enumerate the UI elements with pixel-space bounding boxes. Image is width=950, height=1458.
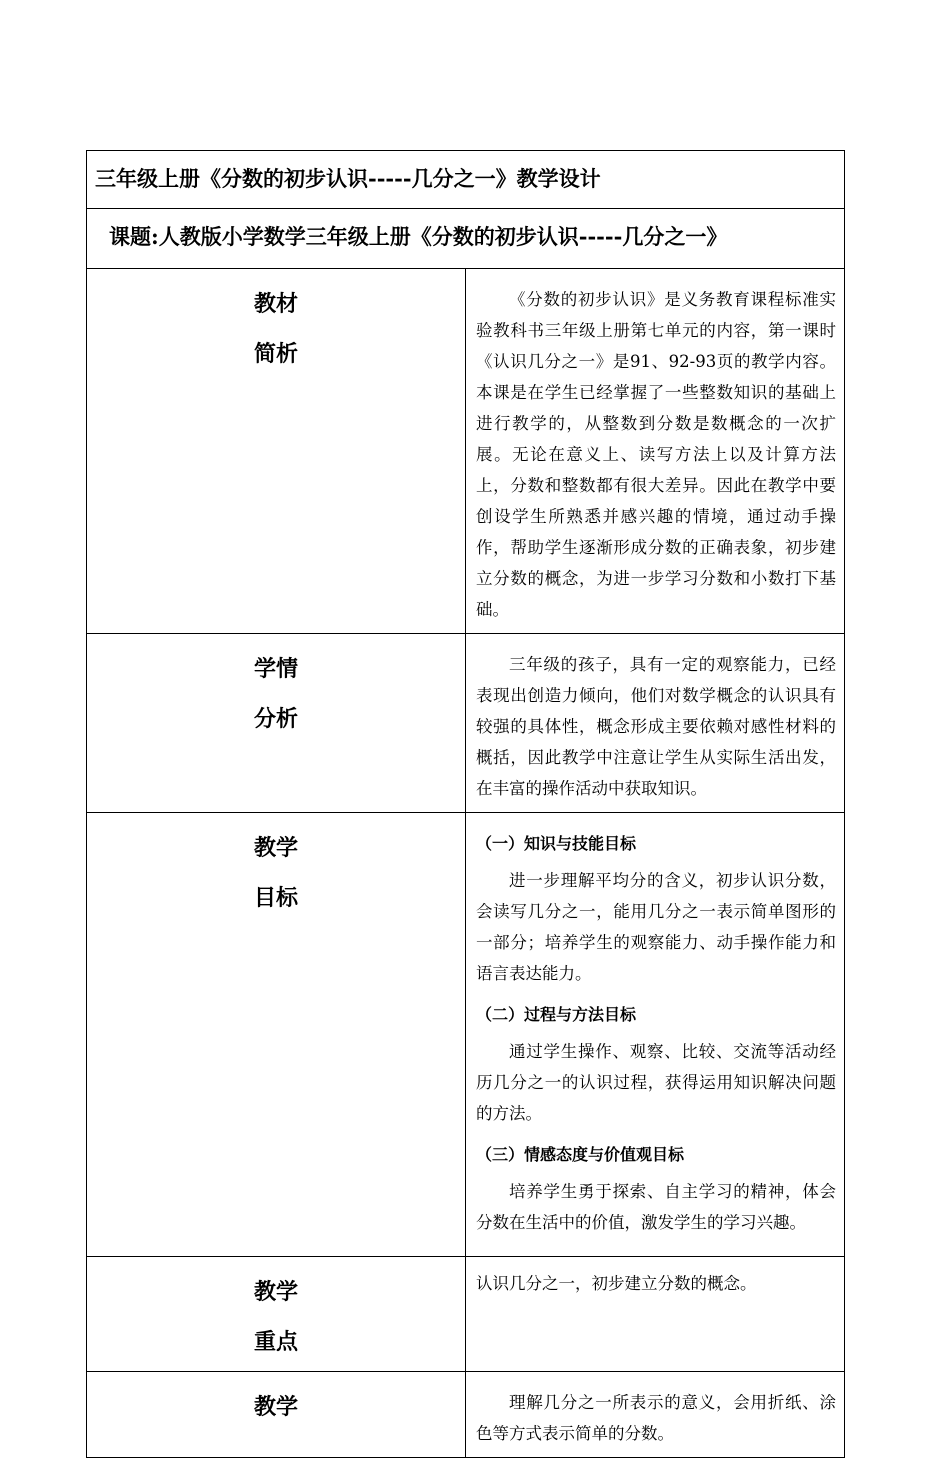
lesson-plan-table: [86, 150, 845, 1458]
document-title: 三年级上册《分数的初步认识-----几分之一》教学设计: [87, 151, 845, 209]
label-line: 目标: [253, 885, 298, 911]
section-label-teaching-objectives: [87, 813, 466, 1257]
section-content-student-analysis: [466, 634, 845, 813]
objective-text: 进一步理解平均分的含义，初步认识分数，会读写几分之一，能用几分之一表示简单图形的一部分；培养学生的观察能力、动手操作能力和语言表达能力。: [476, 871, 836, 983]
section-content-textbook-analysis: [466, 269, 845, 634]
section-label-student-analysis: [87, 634, 466, 813]
section-label-teaching-focus: [87, 1257, 466, 1372]
objective-heading: （一）知识与技能目标: [476, 834, 637, 853]
paragraph: 《分数的初步认识》是义务教育课程标准实验教科书三年级上册第七单元的内容，第一课时《认识几分之一》是91、92-93页的教学内容。本课是在学生已经掌握了一些整数知识的基础上进行教学的，从整数到分数是数概念的一次扩展。无论在意义上、读写方法上以及计算方法上，分数和整数都有很大差异。因此在教学中要创设学生所熟悉并感兴趣的情境，通过动手操作，帮助学生逐渐形成分数的正确表象，初步建立分数的概念，为进一步学习分数和小数打下基础。: [476, 290, 836, 619]
objective-heading: （二）过程与方法目标: [476, 1005, 637, 1024]
section-content-teaching-focus: [466, 1257, 845, 1372]
paragraph: 认识几分之一，初步建立分数的概念。: [476, 1274, 757, 1293]
paragraph: 三年级的孩子，具有一定的观察能力，已经表现出创造力倾向，他们对数学概念的认识具有较强的具体性，概念形成主要依赖对感性材料的概括，因此教学中注意让学生从实际生活出发，在丰富的操作活动中获取知识。: [476, 655, 836, 798]
paragraph: 理解几分之一所表示的意义，会用折纸、涂色等方式表示简单的分数。: [476, 1393, 836, 1443]
section-content-teaching-objectives: [466, 813, 845, 1257]
label-line: 简析: [253, 341, 298, 367]
label-line: 教学: [253, 1394, 298, 1420]
label-line: 学情: [253, 656, 298, 682]
label-line: 教材: [253, 291, 298, 317]
objective-text: 通过学生操作、观察、比较、交流等活动经历几分之一的认识过程，获得运用知识解决问题的方法。: [476, 1042, 836, 1123]
section-content-teaching-difficulty: [466, 1372, 845, 1458]
lesson-topic: 课题:人教版小学数学三年级上册《分数的初步认识-----几分之一》: [87, 209, 845, 269]
objective-heading: （三）情感态度与价值观目标: [476, 1145, 685, 1164]
objective-text: 培养学生勇于探索、自主学习的精神，体会分数在生活中的价值，激发学生的学习兴趣。: [476, 1182, 836, 1232]
section-label-teaching-difficulty: [87, 1372, 466, 1458]
label-line: 教学: [253, 835, 298, 861]
section-label-textbook-analysis: [87, 269, 466, 634]
label-line: 教学: [253, 1279, 298, 1305]
label-line: 分析: [253, 706, 298, 732]
label-line: 重点: [253, 1329, 298, 1355]
